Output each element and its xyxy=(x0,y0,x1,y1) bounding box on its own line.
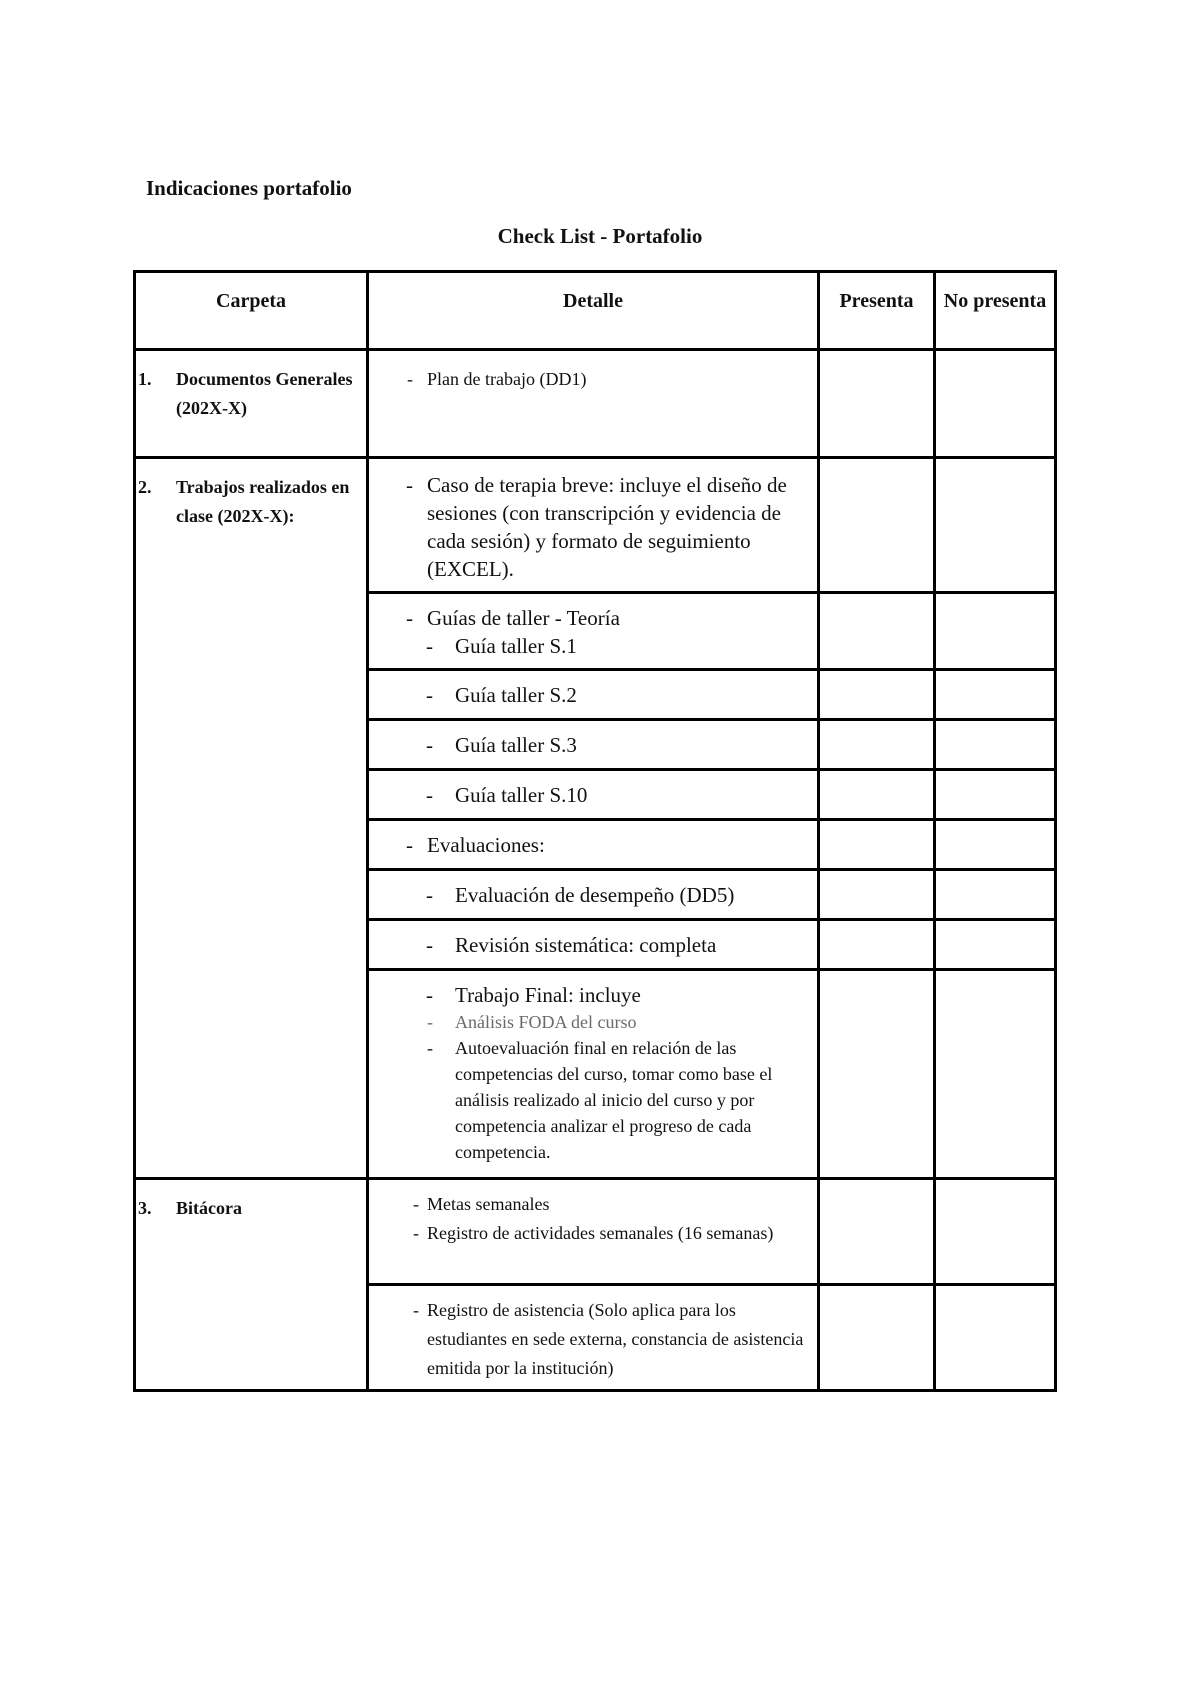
dash-bullet: - xyxy=(406,473,413,497)
no-presenta-checkbox-cell[interactable] xyxy=(935,1285,1056,1391)
no-presenta-checkbox-cell[interactable] xyxy=(935,920,1056,970)
dash-bullet: - xyxy=(413,1300,419,1320)
presenta-checkbox-cell[interactable] xyxy=(819,770,935,820)
item-text: Análisis FODA del curso xyxy=(455,1012,637,1032)
folder-cell xyxy=(135,1179,368,1391)
no-presenta-checkbox-cell[interactable] xyxy=(935,970,1056,1179)
table-row xyxy=(135,350,1056,458)
list-item xyxy=(369,981,807,1009)
dash-bullet: - xyxy=(426,634,433,658)
section-name: Bitácora xyxy=(176,1198,242,1218)
document-subheading: Check List - Portafolio xyxy=(497,224,703,248)
item-text: Metas semanales xyxy=(427,1194,550,1214)
document-heading: Indicaciones portafolio xyxy=(146,176,352,200)
list-item xyxy=(369,931,807,959)
presenta-checkbox-cell[interactable] xyxy=(819,670,935,720)
checklist-table xyxy=(133,270,1057,1392)
detail-cell xyxy=(368,670,819,720)
item-text: Guía taller S.10 xyxy=(455,783,588,807)
list-item xyxy=(369,365,807,394)
header-detalle: Detalle xyxy=(368,272,819,350)
presenta-checkbox-cell[interactable] xyxy=(819,593,935,670)
dash-bullet: - xyxy=(407,369,413,389)
detail-cell xyxy=(368,1179,819,1285)
presenta-checkbox-cell[interactable] xyxy=(819,350,935,458)
dash-bullet: - xyxy=(426,783,433,807)
list-item xyxy=(369,471,807,583)
item-text: Autoevaluación final en relación de las competencias del curso, tomar como base el análisis realizado al inicio del curso y por competencia analizar el progreso de cada competencia. xyxy=(455,1038,773,1162)
item-text: Guía taller S.1 xyxy=(455,634,577,658)
folder-cell xyxy=(135,458,368,1179)
folder-cell xyxy=(135,350,368,458)
presenta-checkbox-cell[interactable] xyxy=(819,920,935,970)
no-presenta-checkbox-cell[interactable] xyxy=(935,670,1056,720)
detail-cell xyxy=(368,1285,819,1391)
item-text: Registro de asistencia (Solo aplica para los estudiantes en sede externa, constancia de asistencia emitida por la institución) xyxy=(427,1300,804,1378)
presenta-checkbox-cell[interactable] xyxy=(819,870,935,920)
list-item xyxy=(369,1219,807,1248)
presenta-checkbox-cell[interactable] xyxy=(819,820,935,870)
dash-bullet: - xyxy=(406,606,413,630)
section-number: 3. xyxy=(138,1198,152,1218)
dash-bullet: - xyxy=(426,683,433,707)
section-number: 1. xyxy=(138,369,152,389)
dash-bullet: - xyxy=(426,933,433,957)
header-carpeta: Carpeta xyxy=(135,272,368,350)
dash-bullet: - xyxy=(413,1223,419,1243)
list-item xyxy=(369,1035,807,1165)
item-text: Plan de trabajo (DD1) xyxy=(427,369,587,389)
header-presenta: Presenta xyxy=(819,272,935,350)
table-row xyxy=(135,458,1056,593)
detail-cell xyxy=(368,870,819,920)
no-presenta-checkbox-cell[interactable] xyxy=(935,720,1056,770)
presenta-checkbox-cell[interactable] xyxy=(819,1179,935,1285)
detail-cell xyxy=(368,820,819,870)
presenta-checkbox-cell[interactable] xyxy=(819,970,935,1179)
item-text: Registro de actividades semanales (16 semanas) xyxy=(427,1223,774,1243)
list-item xyxy=(369,604,807,632)
no-presenta-checkbox-cell[interactable] xyxy=(935,350,1056,458)
no-presenta-checkbox-cell[interactable] xyxy=(935,593,1056,670)
dash-bullet: - xyxy=(426,733,433,757)
item-text: Guía taller S.2 xyxy=(455,683,577,707)
item-text: Trabajo Final: incluye xyxy=(455,983,641,1007)
item-text: Revisión sistemática: completa xyxy=(455,933,717,957)
dash-bullet: - xyxy=(427,1012,433,1032)
no-presenta-checkbox-cell[interactable] xyxy=(935,458,1056,593)
presenta-checkbox-cell[interactable] xyxy=(819,1285,935,1391)
detail-cell xyxy=(368,970,819,1179)
list-item xyxy=(369,1296,807,1383)
dash-bullet: - xyxy=(426,883,433,907)
no-presenta-checkbox-cell[interactable] xyxy=(935,1179,1056,1285)
section-name: Documentos Generales (202X-X) xyxy=(176,369,353,418)
list-item xyxy=(369,632,807,660)
dash-bullet: - xyxy=(413,1194,419,1214)
presenta-checkbox-cell[interactable] xyxy=(819,720,935,770)
section-number: 2. xyxy=(138,477,152,497)
list-item xyxy=(369,681,807,709)
list-item xyxy=(369,1190,807,1219)
list-item xyxy=(369,781,807,809)
header-no-presenta: No presenta xyxy=(935,272,1056,350)
list-item xyxy=(369,731,807,759)
item-text: Guías de taller - Teoría xyxy=(427,606,620,630)
detail-cell xyxy=(368,593,819,670)
detail-cell xyxy=(368,720,819,770)
list-item xyxy=(369,881,807,909)
dash-bullet: - xyxy=(427,1038,433,1058)
table-row xyxy=(135,1179,1056,1285)
section-name: Trabajos realizados en clase (202X-X): xyxy=(176,477,350,526)
detail-cell xyxy=(368,458,819,593)
header-row xyxy=(135,272,1056,350)
detail-cell xyxy=(368,770,819,820)
item-text: Evaluaciones: xyxy=(427,833,545,857)
detail-cell xyxy=(368,920,819,970)
item-text: Evaluación de desempeño (DD5) xyxy=(455,883,735,907)
detail-cell xyxy=(368,350,819,458)
no-presenta-checkbox-cell[interactable] xyxy=(935,820,1056,870)
item-text: Caso de terapia breve: incluye el diseño de sesiones (con transcripción y evidencia de cada sesión) y formato de seguimiento (EXCEL). xyxy=(427,473,787,581)
dash-bullet: - xyxy=(406,833,413,857)
no-presenta-checkbox-cell[interactable] xyxy=(935,770,1056,820)
no-presenta-checkbox-cell[interactable] xyxy=(935,870,1056,920)
presenta-checkbox-cell[interactable] xyxy=(819,458,935,593)
dash-bullet: - xyxy=(426,983,433,1007)
list-item xyxy=(369,1009,807,1035)
item-text: Guía taller S.3 xyxy=(455,733,577,757)
list-item xyxy=(369,831,807,859)
